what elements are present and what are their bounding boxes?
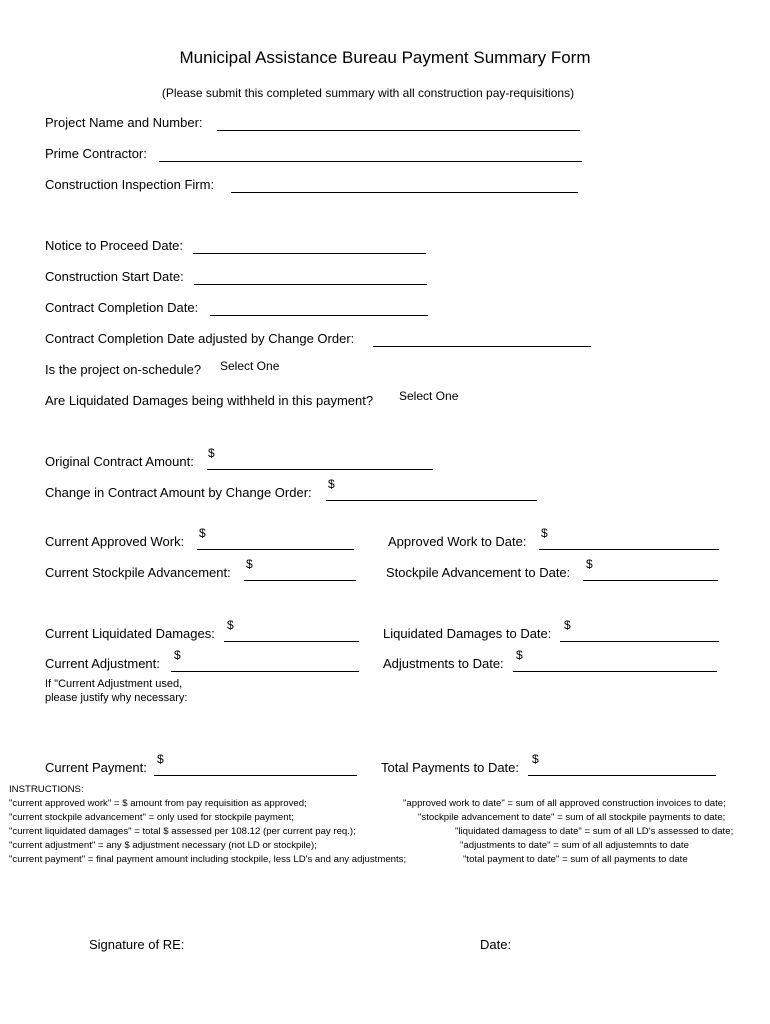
current-payment-currency: $ [157,752,164,766]
on-schedule-select[interactable]: Select One [220,359,280,373]
instruction-left-2: "current stockpile advancement" = only used for stockpile payment; [9,812,294,823]
instruction-left-3: "current liquidated damages" = total $ assessed per 108.12 (per current pay req.); [9,826,356,837]
stockpile-to-date-label: Stockpile Advancement to Date: [386,565,571,580]
current-approved-work-currency: $ [199,526,206,540]
instruction-left-1: "current approved work" = $ amount from pay requisition as approved; [9,798,307,809]
adjustments-to-date-currency: $ [516,648,523,662]
current-adjustment-field[interactable] [171,671,359,672]
change-amount-label: Change in Contract Amount by Change Order: [45,485,312,500]
project-name-label: Project Name and Number: [45,115,203,130]
current-approved-work-field[interactable] [197,549,354,550]
ld-to-date-currency: $ [564,618,571,632]
contract-completion-label: Contract Completion Date: [45,300,199,315]
current-stockpile-field[interactable] [244,580,356,581]
approved-work-to-date-currency: $ [541,526,548,540]
total-payments-label: Total Payments to Date: [381,760,520,775]
instruction-right-1: "approved work to date" = sum of all approved construction invoices to date; [403,798,726,809]
current-payment-field[interactable] [154,775,357,776]
instruction-right-4: "adjustments to date" = sum of all adjustemnts to date [460,840,689,851]
inspection-firm-field[interactable] [231,192,578,193]
construction-start-label: Construction Start Date: [45,269,184,284]
change-amount-currency: $ [328,477,335,491]
original-amount-label: Original Contract Amount: [45,454,194,469]
adjustment-note-line-1: If "Current Adjustment used, [45,678,183,690]
approved-work-to-date-label: Approved Work to Date: [388,534,527,549]
notice-to-proceed-label: Notice to Proceed Date: [45,238,184,253]
current-adjustment-currency: $ [174,648,181,662]
inspection-firm-label: Construction Inspection Firm: [45,177,215,192]
original-amount-field[interactable] [207,469,433,470]
notice-to-proceed-field[interactable] [193,253,426,254]
ld-withheld-label: Are Liquidated Damages being withheld in this payment? [45,393,374,408]
adjustment-note-line-2: please justify why necessary: [45,692,188,704]
instructions-heading: INSTRUCTIONS: [9,784,84,795]
prime-contractor-label: Prime Contractor: [45,146,147,161]
total-payments-currency: $ [532,752,539,766]
instruction-left-5: "current payment" = final payment amount including stockpile, less LD's and any adjustments; [9,854,407,865]
stockpile-to-date-field[interactable] [583,580,718,581]
ld-withheld-select[interactable]: Select One [399,389,459,403]
current-payment-label: Current Payment: [45,760,147,775]
project-name-field[interactable] [217,130,580,131]
ld-to-date-field[interactable] [560,641,719,642]
signature-date-label: Date: [480,937,512,952]
current-stockpile-label: Current Stockpile Advancement: [45,565,231,580]
stockpile-to-date-currency: $ [586,557,593,571]
current-ld-field[interactable] [224,641,359,642]
instruction-right-2: "stockpile advancement to date" = sum of all stockpile payments to date; [418,812,726,823]
change-amount-field[interactable] [326,500,537,501]
current-adjustment-label: Current Adjustment: [45,656,160,671]
signature-re-label: Signature of RE: [89,937,185,952]
total-payments-field[interactable] [528,775,716,776]
contract-completion-field[interactable] [210,315,428,316]
completion-adjusted-label: Contract Completion Date adjusted by Change Order: [45,331,355,346]
instruction-right-5: "total payment to date" = sum of all payments to date [463,854,688,865]
adjustments-to-date-field[interactable] [513,671,717,672]
original-amount-currency: $ [208,446,215,460]
form-subtitle: (Please submit this completed summary with all construction pay-requisitions) [161,86,575,100]
current-ld-currency: $ [227,618,234,632]
on-schedule-label: Is the project on-schedule? [45,362,202,377]
ld-to-date-label: Liquidated Damages to Date: [383,626,552,641]
construction-start-field[interactable] [194,284,427,285]
current-ld-label: Current Liquidated Damages: [45,626,215,641]
current-stockpile-currency: $ [246,557,253,571]
adjustments-to-date-label: Adjustments to Date: [383,656,504,671]
current-approved-work-label: Current Approved Work: [45,534,185,549]
approved-work-to-date-field[interactable] [539,549,719,550]
instruction-right-3: "liquidated damagess to date" = sum of all LD's assessed to date; [455,826,734,837]
instruction-left-4: "current adjustment" = any $ adjustment necessary (not LD or stockpile); [9,840,317,851]
completion-adjusted-field[interactable] [373,346,591,347]
form-title: Municipal Assistance Bureau Payment Summary Form [179,48,591,67]
prime-contractor-field[interactable] [159,161,582,162]
